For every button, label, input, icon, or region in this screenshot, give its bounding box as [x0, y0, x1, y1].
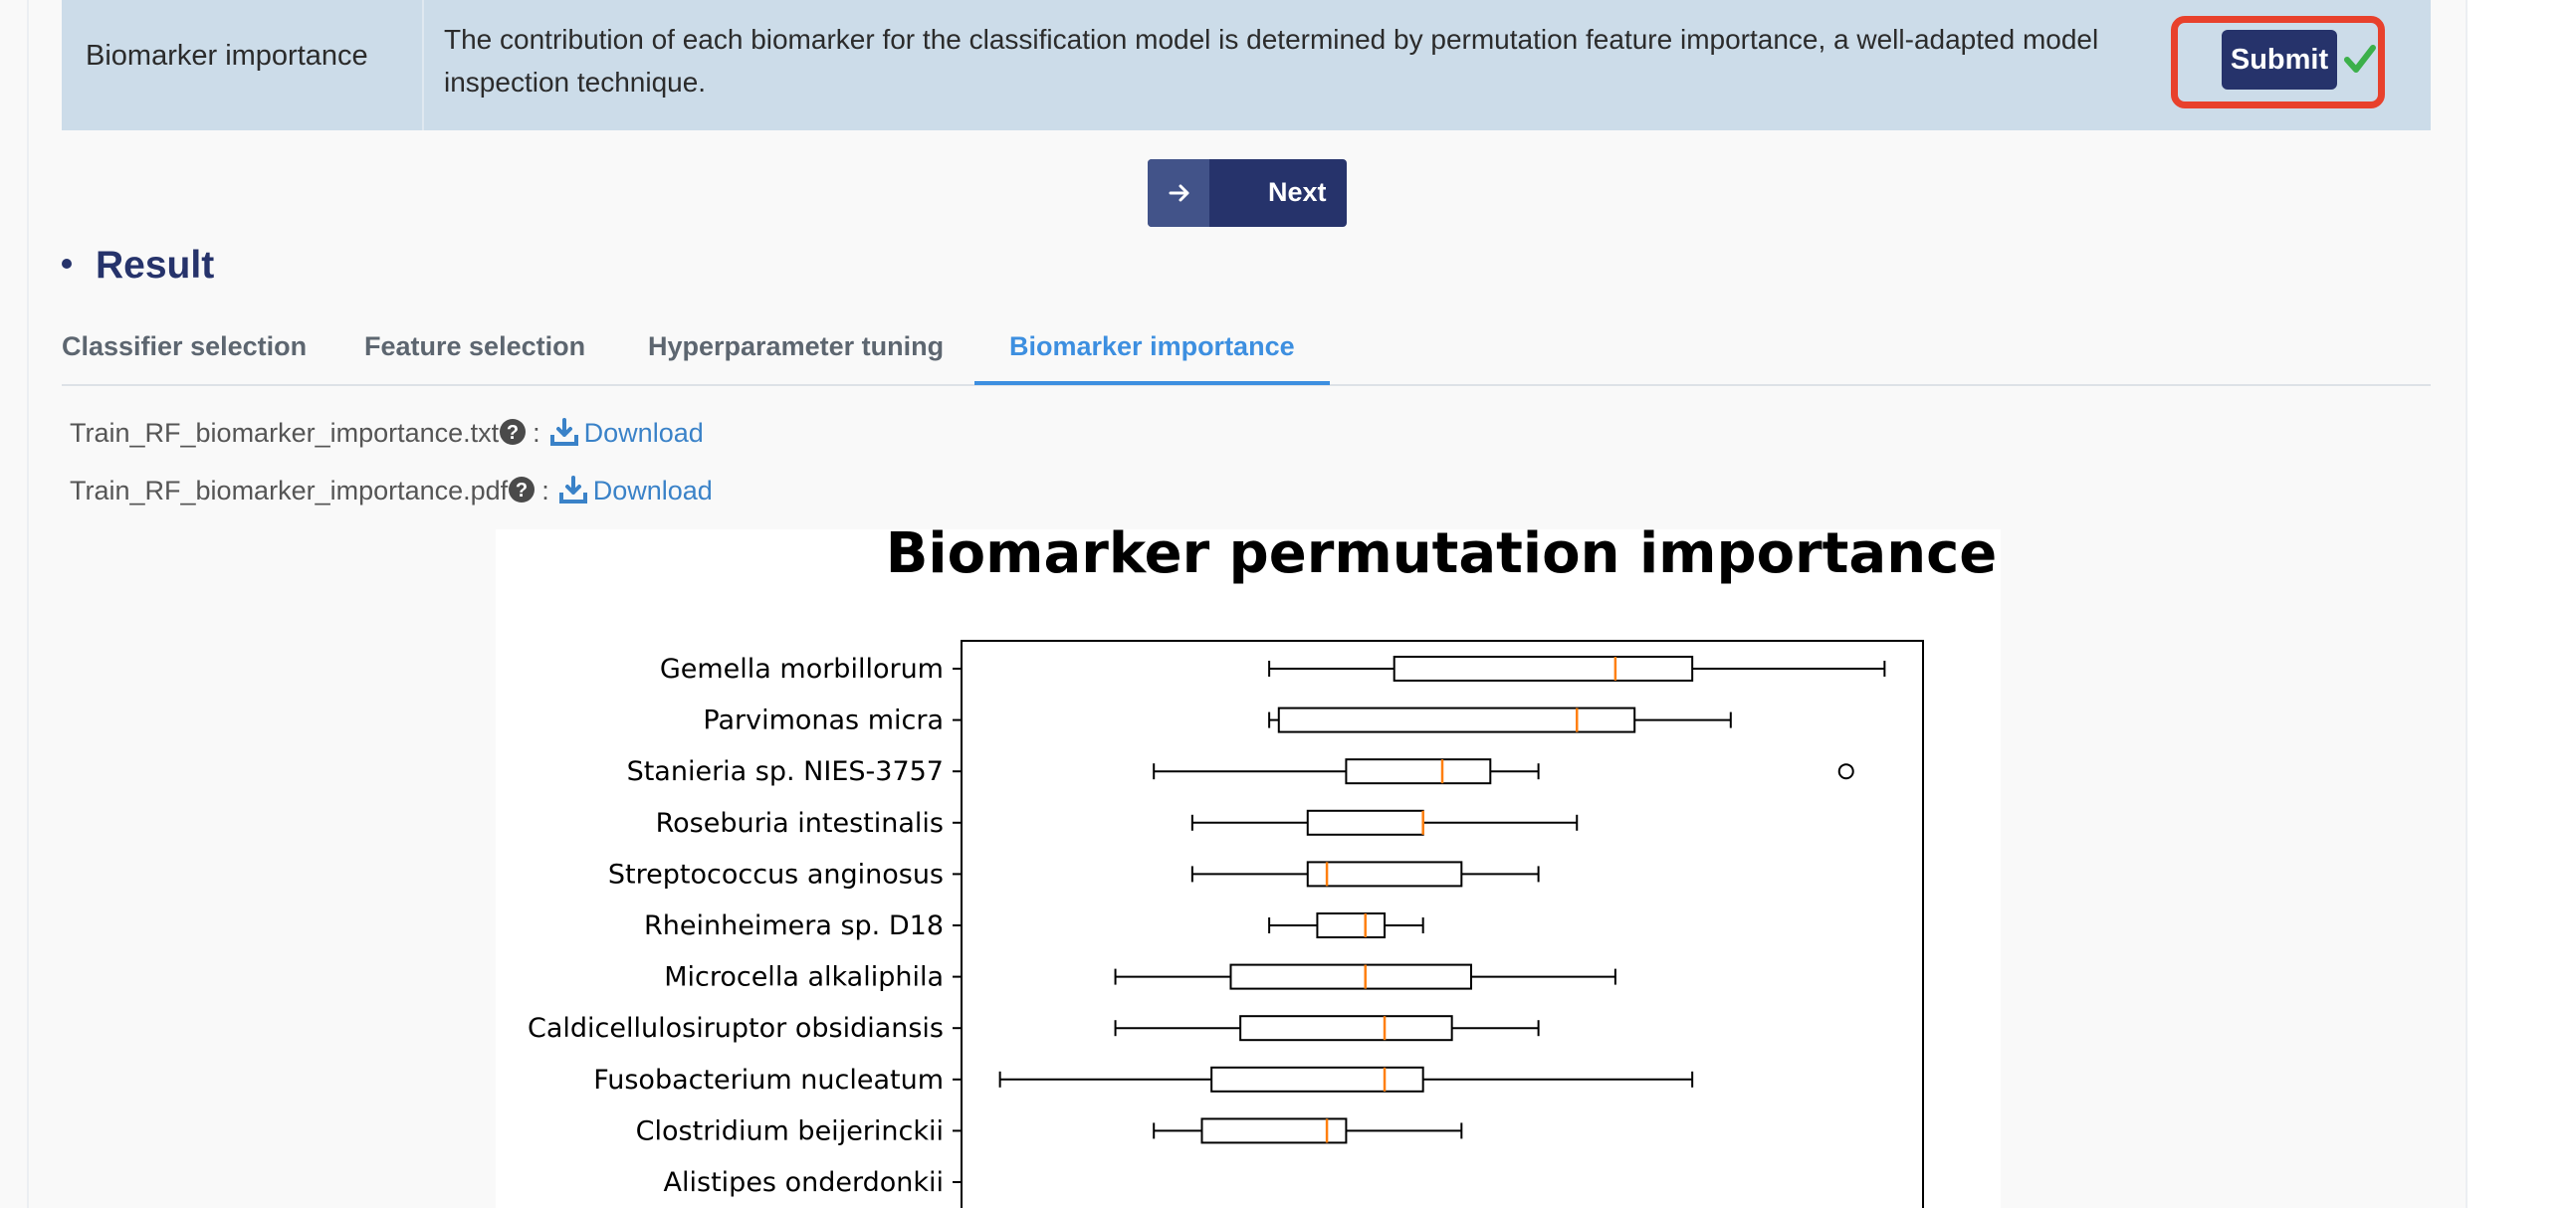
y-tick-label: Roseburia intestinalis [655, 807, 944, 839]
submit-button[interactable]: Submit [2222, 30, 2337, 90]
biomarker-importance-row [62, 0, 2431, 130]
svg-text:?: ? [516, 480, 529, 502]
tab-hyperparameter-tuning[interactable]: Hyperparameter tuning [648, 331, 945, 361]
file-row-txt [70, 418, 704, 449]
biomarker-importance-plot [496, 529, 2001, 1208]
right-margin-pane [2468, 0, 2576, 1208]
y-tick-label: Rheinheimera sp. D18 [644, 910, 944, 941]
task-name-cell [62, 0, 424, 130]
arrow-right-icon [1168, 179, 1191, 207]
y-tick-label: Streptococcus anginosus [607, 859, 944, 891]
file-name: Train_RF_biomarker_importance.pdf [70, 476, 509, 505]
help-icon[interactable] [499, 418, 527, 446]
y-tick-label: Parvimonas micra [703, 705, 944, 736]
download-icon [550, 418, 578, 446]
svg-text:?: ? [507, 422, 520, 444]
file-row-pdf [70, 476, 713, 506]
check-icon [2344, 30, 2376, 86]
y-tick-label: Caldicellulosiruptor obsidiansis [528, 1013, 944, 1045]
box [1346, 759, 1490, 783]
task-name: Biomarker importance [86, 40, 368, 72]
next-label: Next [1268, 177, 1327, 207]
result-title: Result [96, 244, 215, 287]
help-icon[interactable] [508, 476, 536, 503]
box [1317, 913, 1385, 937]
box [1395, 657, 1692, 681]
box [1308, 811, 1423, 835]
download-label: Download [583, 418, 704, 448]
result-bullet [62, 259, 72, 269]
y-tick-label: Clostridium beijerinckii [635, 1115, 944, 1147]
download-icon [559, 476, 587, 503]
chart-body [528, 654, 1884, 1198]
box [1230, 965, 1471, 989]
y-tick-label: Stanieria sp. NIES-3757 [626, 756, 944, 788]
y-tick-label: Alistipes onderdonkii [663, 1167, 944, 1198]
separator-colon: : [533, 418, 540, 448]
tab-classifier-selection[interactable]: Classifier selection [62, 331, 308, 361]
y-tick-label: Microcella alkaliphila [664, 961, 944, 993]
box [1211, 1068, 1423, 1092]
box [1308, 862, 1462, 886]
download-link[interactable] [550, 418, 704, 448]
plot-axes-frame [962, 641, 1923, 1208]
tab-biomarker-importance[interactable]: Biomarker importance [974, 328, 1330, 385]
chart-title: Biomarker permutation importance [885, 529, 1998, 586]
file-name: Train_RF_biomarker_importance.txt [70, 418, 500, 448]
box [1202, 1118, 1347, 1142]
box [1279, 708, 1634, 732]
download-label: Download [592, 476, 713, 505]
task-description: The contribution of each biomarker for the classification model is determined by permutation feature importance, a well-adapted model inspection technique. [444, 24, 2099, 98]
result-tabs [62, 328, 2431, 386]
outlier-point [1839, 764, 1853, 778]
page-left-border [27, 0, 29, 1208]
boxplot-svg [496, 529, 2001, 1208]
next-button[interactable] [1148, 159, 1347, 227]
tab-feature-selection[interactable]: Feature selection [364, 331, 586, 361]
y-tick-label: Gemella morbillorum [659, 654, 944, 685]
box [1240, 1016, 1452, 1040]
y-tick-label: Fusobacterium nucleatum [593, 1064, 944, 1096]
separator-colon: : [541, 476, 549, 505]
download-link[interactable] [559, 476, 713, 505]
